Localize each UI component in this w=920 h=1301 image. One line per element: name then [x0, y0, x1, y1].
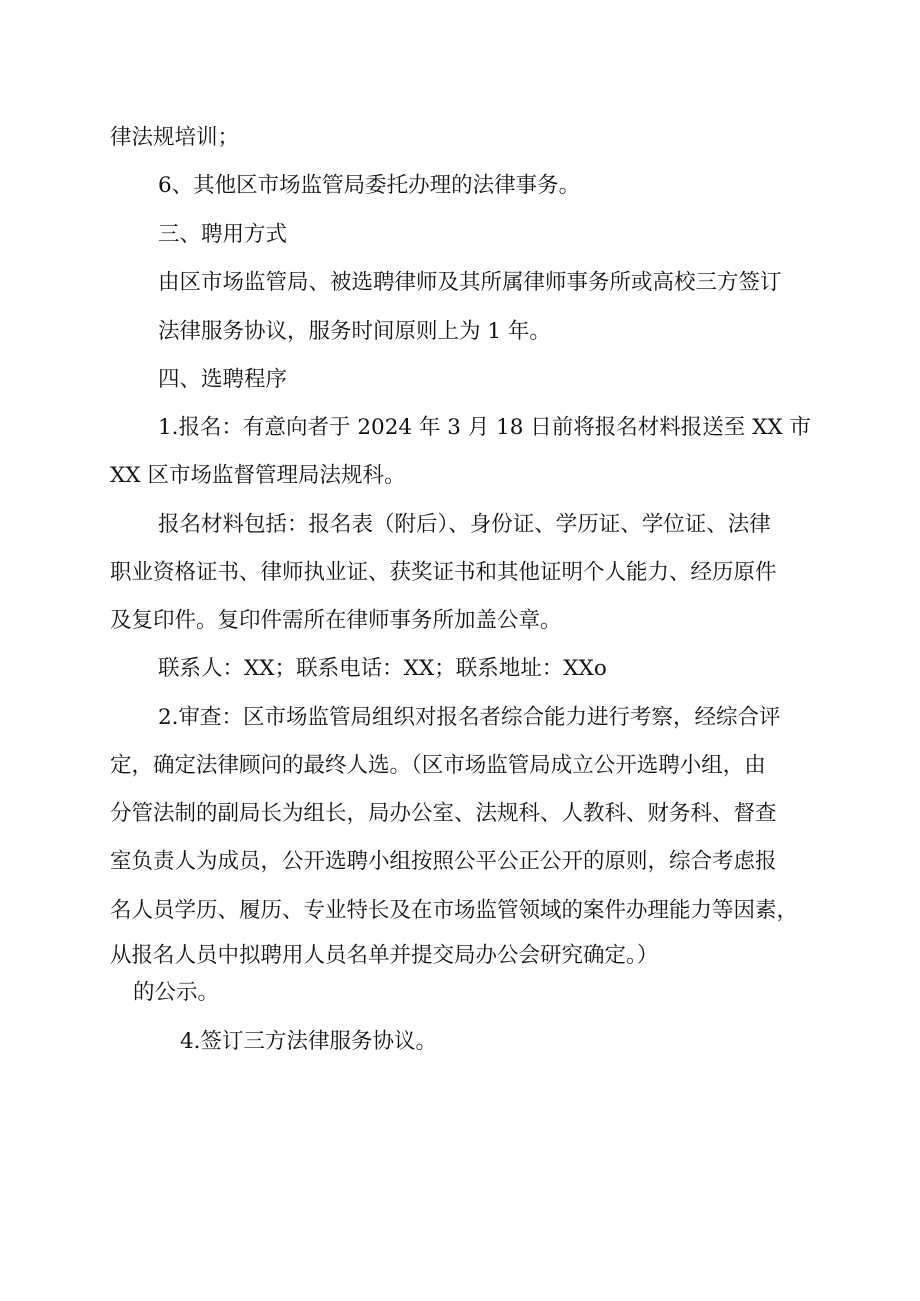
text-line: 律法规培训；	[110, 125, 240, 150]
text-line: 由区市场监管局、被选聘律师及其所属律师事务所或高校三方签订	[158, 270, 782, 295]
text-line: 4.签订三方法律服务协议。	[180, 1029, 438, 1054]
text-line: 6、其他区市场监管局委托办理的法律事务。	[158, 173, 581, 198]
text-line: 1.报名：有意向者于 2024 年 3 月 18 日前将报名材料报送至 XX 市	[158, 415, 812, 440]
text-line: 法律服务协议，服务时间原则上为 1 年。	[158, 319, 551, 344]
text-line: 职业资格证书、律师执业证、获奖证书和其他证明个人能力、经历原件	[110, 560, 777, 585]
text-line: 2.审查：区市场监管局组织对报名者综合能力进行考察，经综合评	[158, 705, 781, 730]
text-line: 的公示。	[133, 980, 220, 1005]
section-heading: 三、聘用方式	[158, 222, 288, 247]
text-line: XX 区市场监督管理局法规科。	[110, 463, 406, 488]
text-line: 定，确定法律顾问的最终人选。（区市场监管局成立公开选聘小组，由	[110, 753, 766, 778]
text-line: 室负责人为成员，公开选聘小组按照公平公正公开的原则，综合考虑报	[110, 849, 777, 874]
text-line: 从报名人员中拟聘用人员名单并提交局办公会研究确定。）	[110, 943, 659, 968]
section-heading: 四、选聘程序	[158, 367, 288, 392]
text-line: 名人员学历、履历、专业特长及在市场监管领域的案件办理能力等因素，	[110, 898, 799, 923]
contact-line: 联系人：XX；联系电话：XX；联系地址：XXo	[158, 656, 607, 681]
text-line: 及复印件。复印件需所在律师事务所加盖公章。	[110, 608, 562, 633]
text-line: 报名材料包括：报名表（附后）、身份证、学历证、学位证、法律	[158, 512, 771, 537]
text-line: 分管法制的副局长为组长，局办公室、法规科、人教科、财务科、督查	[110, 801, 777, 826]
